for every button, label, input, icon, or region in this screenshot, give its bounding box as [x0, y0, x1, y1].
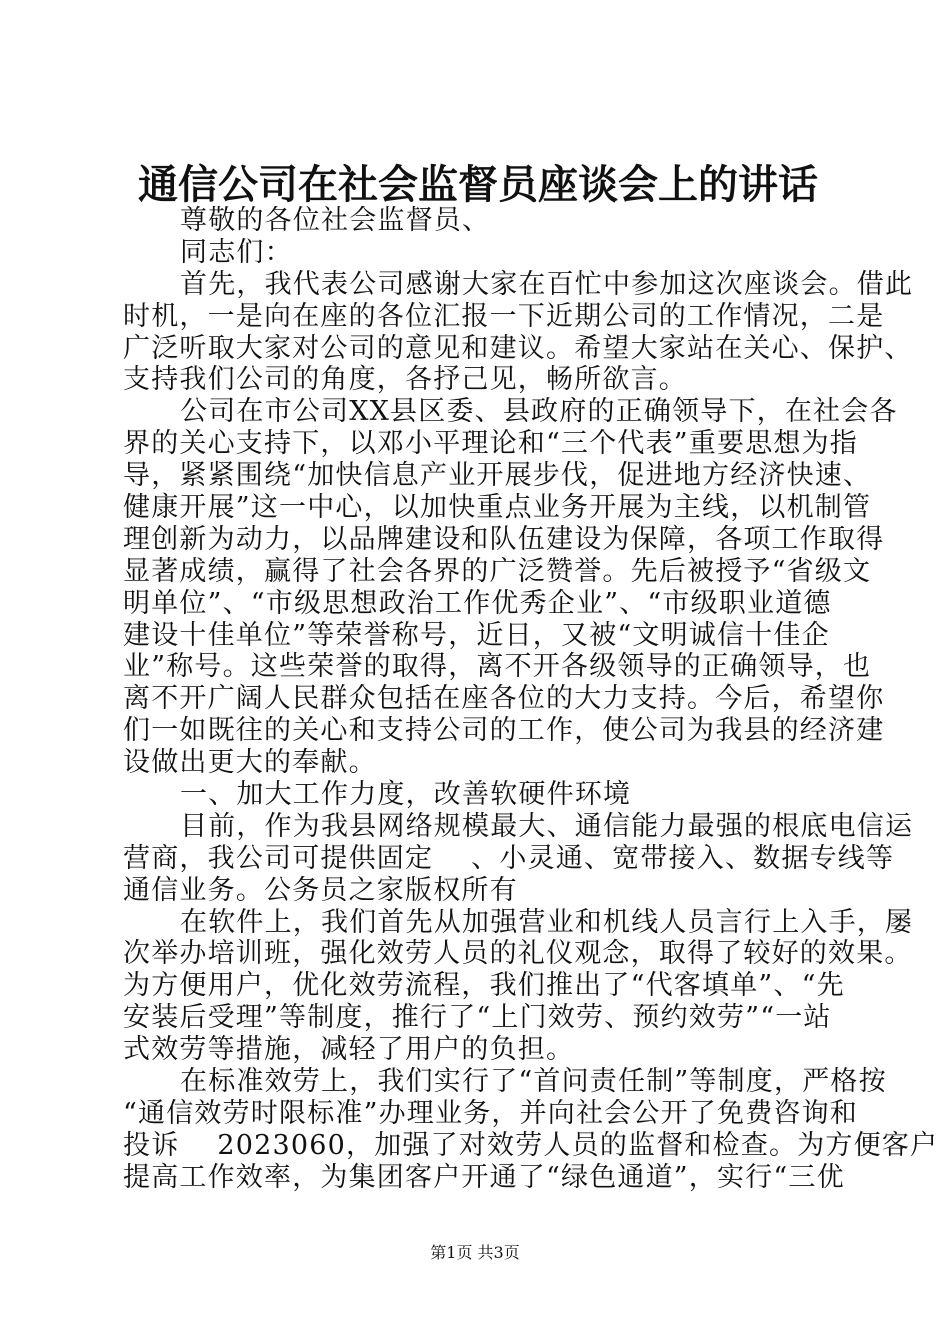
- text-line: 离不开广阔人民群众包括在座各位的大力支持。今后，希望你: [123, 683, 885, 715]
- text-line: 一、加大工作力度，改善软硬件环境: [180, 779, 632, 811]
- text-line: 明单位”、“市级思想政治工作优秀企业”、“市级职业道德: [123, 587, 832, 619]
- text-line: 显著成绩，赢得了社会各界的广泛赞誉。先后被授予“省级文: [123, 555, 872, 587]
- text-line: “通信效劳时限标准”办理业务，并向社会公开了免费咨询和: [123, 1097, 859, 1129]
- text-line: 通信业务。公务员之家版权所有: [123, 874, 518, 906]
- text-line: 公司在市公司XX县区委、县政府的正确领导下，在社会各: [180, 396, 898, 428]
- text-line: 同志们：: [180, 236, 293, 268]
- page-footer: 第1页 共3页: [430, 1243, 520, 1262]
- text-line: 提高工作效率，为集团客户开通了“绿色通道”，实行“三优: [123, 1161, 845, 1193]
- text-line: 投诉 2023060，加强了对效劳人员的监督和检查。为方便客户: [123, 1129, 939, 1161]
- text-line: 安装后受理”等制度，推行了“上门效劳、预约效劳”“一站: [123, 1002, 832, 1034]
- text-line: 为方便用户，优化效劳流程，我们推出了“代客填单”、“先: [123, 970, 845, 1002]
- document-title: 通信公司在社会监督员座谈会上的讲话: [138, 162, 818, 208]
- text-line: 尊敬的各位社会监督员、: [180, 205, 491, 236]
- text-line: 营商，我公司可提供固定 、小灵通、宽带接入、数据专线等: [123, 842, 895, 874]
- text-line: 时机，一是向在座的各位汇报一下近期公司的工作情况，二是: [123, 300, 885, 332]
- text-line: 广泛听取大家对公司的意见和建议。希望大家站在关心、保护、: [123, 332, 913, 364]
- text-line: 建设十佳单位”等荣誉称号，近日，又被“文明诚信十佳企: [123, 619, 830, 651]
- text-line: 首先，我代表公司感谢大家在百忙中参加这次座谈会。借此: [180, 268, 914, 300]
- text-line: 导，紧紧围绕“加快信息产业开展步伐，促进地方经济快速、: [123, 460, 872, 492]
- text-line: 健康开展”这一中心，以加快重点业务开展为主线，以机制管: [123, 492, 872, 524]
- text-line: 在标准效劳上，我们实行了“首问责任制”等制度，严格按: [180, 1066, 887, 1098]
- text-line: 业”称号。这些荣誉的取得，离不开各级领导的正确领导，也: [123, 651, 872, 683]
- text-line: 们一如既往的关心和支持公司的工作，使公司为我县的经济建: [123, 715, 885, 747]
- text-line: 次举办培训班，强化效劳人员的礼仪观念，取得了较好的效果。: [123, 938, 913, 970]
- text-line: 设做出更大的奉献。: [123, 747, 377, 779]
- text-line: 目前，作为我县网络规模最大、通信能力最强的根底电信运: [180, 810, 914, 842]
- document-body: [123, 205, 939, 1194]
- text-line: 理创新为动力，以品牌建设和队伍建设为保障，各项工作取得: [123, 523, 885, 555]
- text-line: 支持我们公司的角度，各抒己见，畅所欲言。: [123, 364, 687, 396]
- text-line: 式效劳等措施，减轻了用户的负担。: [123, 1034, 575, 1066]
- text-line: 在软件上，我们首先从加强营业和机线人员言行上入手，屡: [180, 906, 914, 938]
- text-line: 界的关心支持下，以邓小平理论和“三个代表”重要思想为指: [123, 428, 859, 460]
